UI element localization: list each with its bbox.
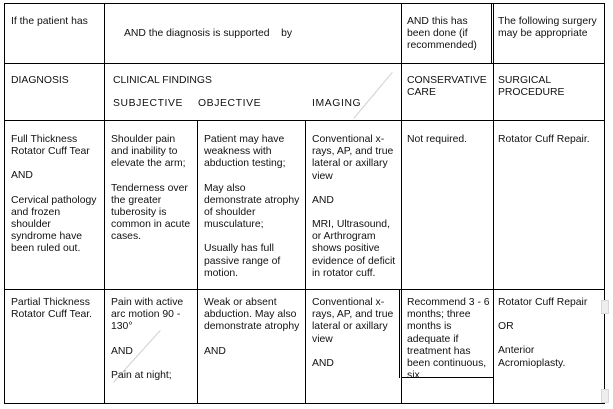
row1-conservative-care [407,134,491,146]
subheader-surgical-procedure [498,75,598,99]
table-border-right [604,3,605,403]
cell-text: Cervical pathology and frozen shoulder syndrome have been ruled out. [11,194,97,255]
cell-text: Tenderness over the greater tuberosity is common in acute cases. [111,182,191,243]
cell-text: Patient may have weakness with abduction testing; [204,134,286,170]
subheader-text: SURGICAL PROCEDURE [498,75,565,99]
cell-text: AND [111,345,133,357]
col-divider-conservative [493,3,494,403]
row1-diagnosis [11,134,99,256]
cell-text: May also demonstrate atrophy of shoulder musculature; [204,182,300,231]
cell-text: Not required. [407,134,468,145]
header-col3-box-right [491,3,492,63]
cell-text: OR [498,321,514,333]
cell-text: Shoulder pain and inability to elevate the arm; [111,134,186,170]
scrollbar-thumb[interactable] [601,300,609,314]
col-divider-imaging [401,3,402,403]
cell-text: MRI, Ultrasound, or Arthrogram shows positive evidence of deficit in rotator cuff. [312,219,396,279]
row2-conservative-care [407,297,491,382]
row1-subjective [111,134,194,244]
scrollbar-thumb[interactable] [601,389,609,403]
cell-text: Rotator Cuff Repair [498,297,588,308]
col-divider-subjective [197,120,198,403]
subheader-imaging [312,98,361,110]
header-text: AND this has been done (if recommended) [407,16,477,52]
subheader-text: CLINICAL FINDINGS [113,75,212,86]
header-text: The following surgery may be appropriate [498,16,597,40]
cell-text: Recommend 3 - 6 months; three months is adequate if treatment has been continuous, six [407,297,490,382]
cell-text: AND [312,357,334,369]
cell-text: Pain at night; [111,369,172,381]
header-text: AND the diagnosis is supported by [123,28,293,40]
header-diagnosis-supported [113,16,393,53]
subheader-text: DIAGNOSIS [11,75,69,86]
subheader-diagnosis [11,75,69,87]
cell-text: AND [11,170,33,182]
cell-text: Anterior Acromioplasty. [498,345,566,369]
conservative-box-left [399,289,400,378]
header-patient-has [11,16,101,28]
row2-objective [204,297,302,358]
row1-objective [204,134,302,280]
subheader-conservative-care [407,75,491,99]
row2-imaging [312,297,399,370]
subheader-subjective [113,98,183,110]
subheader-text: CONSERVATIVE CARE [407,75,487,99]
subheader-clinical-findings [113,75,212,87]
cell-text: Conventional x-rays, AP, and true lateral or axillary view [312,297,394,345]
cell-text: Rotator Cuff Repair. [498,134,590,145]
row2-subjective [111,297,194,382]
cell-text: AND [204,345,226,357]
subheader-text: IMAGING [312,98,362,109]
cell-text: Partial Thickness Rotator Cuff Tear. [11,297,93,321]
header-text: If the patient has [11,16,88,27]
cell-text: AND [312,194,334,206]
header-surgery-appropriate [498,16,598,40]
cell-text: Full Thickness Rotator Cuff Tear [11,134,90,158]
col-divider-objective [305,120,306,403]
row2-diagnosis [11,297,101,321]
col-divider-diagnosis [104,3,105,403]
cell-text: Pain with active arc motion 90 - 130° [111,297,184,333]
header-this-has-been-done [407,16,487,53]
row1-imaging [312,134,399,280]
row1-surgical-procedure [498,134,602,146]
cell-text: Usually has full passive range of motion. [204,243,281,279]
row-divider-1 [4,63,605,64]
subheader-text: OBJECTIVE [198,98,262,109]
table-border-bottom [4,403,605,404]
row2-surgical-procedure [498,297,602,370]
cell-text: Conventional x-rays, AP, and true lateral or axillary view [312,134,394,182]
table-border-top [4,3,605,4]
cell-text: Weak or absent abduction. May also demonstrate atrophy [204,297,300,333]
subheader-text: SUBJECTIVE [113,98,184,109]
scan-artifact-line [353,72,392,119]
subheader-objective [198,98,261,110]
table-border-left [4,3,5,403]
